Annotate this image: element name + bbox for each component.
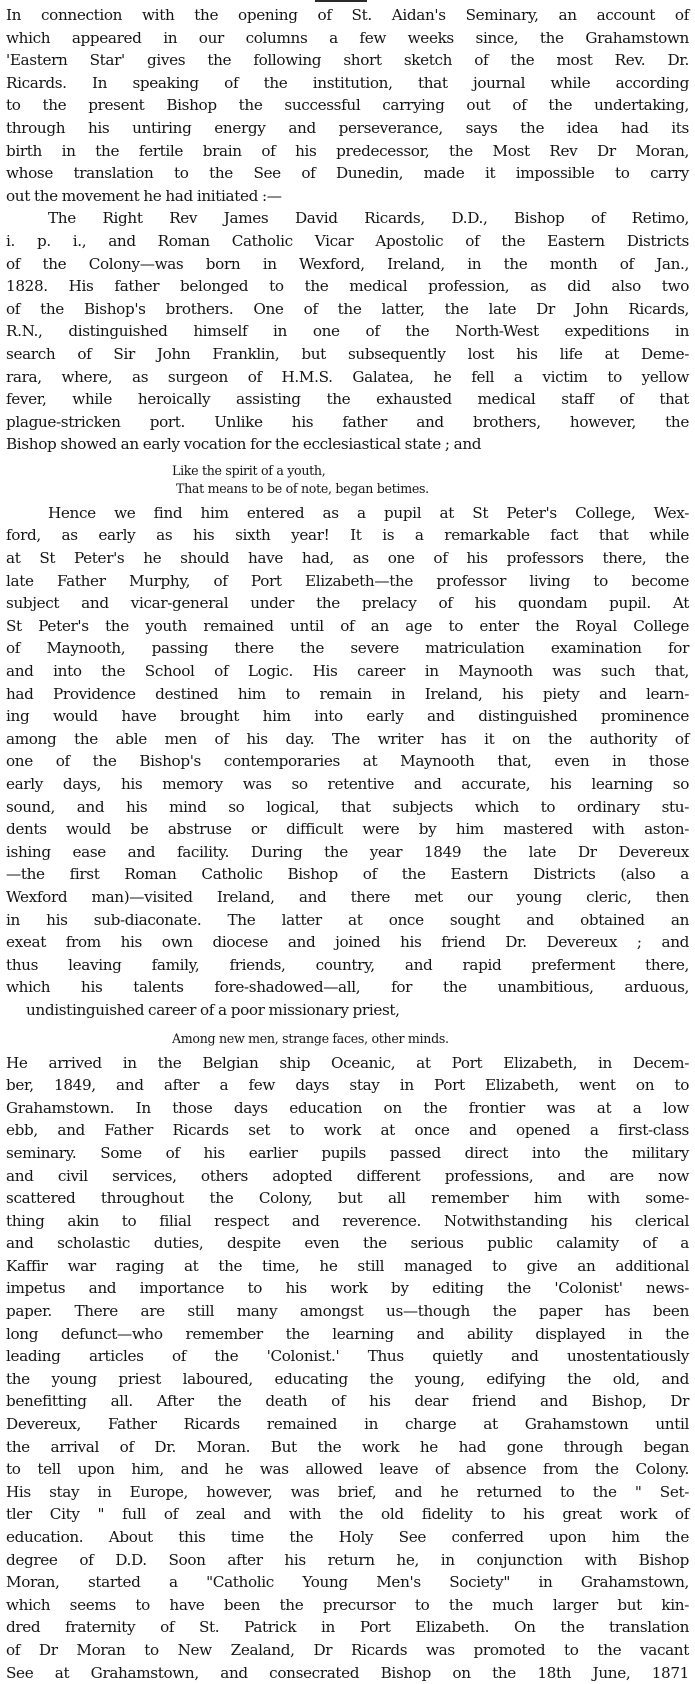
text-line: St Peter's the youth remained until of an age to enter the Royal College [6, 616, 689, 635]
text-line: out the movement he had initiated :— [6, 186, 282, 205]
text-line: which seems to have been the precursor to the much larger but kin- [6, 1595, 689, 1614]
text-line: of Maynooth, passing there the severe matriculation examination for [6, 639, 689, 658]
text-line: undistinguished career of a poor missionary priest, [26, 1000, 400, 1019]
quote-line: Like the spirit of a youth, [172, 462, 326, 478]
text-line: Bishop showed an early vocation for the ecclesiastical state ; and [6, 435, 482, 454]
text-line: His stay in Europe, however, was brief, and he returned to the " Set- [6, 1482, 689, 1501]
text-line: through his untiring energy and perseverance, says the idea had its [6, 118, 689, 137]
text-line: thus leaving family, friends, country, and rapid preferment there, [6, 955, 689, 974]
article-column [6, 4, 689, 1684]
text-line: and scholastic duties, despite even the serious public calamity of a [6, 1234, 689, 1253]
quote-line: That means to be of note, began betimes. [176, 480, 429, 496]
text-line: subject and vicar-general under the prelacy of his quondam pupil. At [6, 594, 689, 613]
text-line: the arrival of Dr. Moran. But the work he had gone through began [6, 1437, 689, 1456]
text-line: Wexford man)—visited Ireland, and there met our young cleric, then [6, 887, 689, 906]
text-line: The Right Rev James David Ricards, D.D., Bishop of Retimo, [48, 209, 689, 228]
text-line: and into the School of Logic. His career in Maynooth was such that, [6, 662, 689, 681]
text-line: among the able men of his day. The writer has it on the authority of [6, 729, 689, 748]
text-line: at St Peter's he should have had, as one of his professors there, the [6, 549, 689, 568]
text-line: Devereux, Father Ricards remained in charge at Grahamstown until [6, 1415, 689, 1434]
text-line: early days, his memory was so retentive and accurate, his learning so [6, 775, 689, 793]
text-line: 'Eastern Star' gives the following short sketch of the most Rev. Dr. [6, 51, 689, 70]
paragraph-biography [6, 207, 689, 456]
text-line: thing akin to filial respect and reverence. Notwithstanding his clerical [6, 1211, 689, 1230]
text-line: which appeared in our columns a few weeks since, the Grahamstown [6, 28, 689, 47]
text-line: of Dr Moran to New Zealand, Dr Ricards was promoted to the vacant [6, 1640, 689, 1659]
text-line: late Father Murphy, of Port Elizabeth—the professor living to become [6, 571, 689, 590]
text-line: Hence we find him entered as a pupil at St Peter's College, Wex- [48, 503, 689, 522]
text-line: to tell upon him, and he was allowed leave of absence from the Colony. [6, 1460, 689, 1479]
text-line: one of the Bishop's contemporaries at Maynooth that, even in those [6, 752, 689, 771]
text-line: search of Sir John Franklin, but subsequently lost his life at Deme- [6, 344, 689, 363]
verse-quote-1 [6, 456, 689, 502]
text-line: See at Grahamstown, and consecrated Bishop on the 18th June, 1871 [6, 1663, 689, 1682]
paragraph-intro [6, 4, 689, 207]
paragraph-arrival [6, 1052, 689, 1684]
text-line: the young priest laboured, educating the young, edifying the old, and [6, 1369, 689, 1388]
text-line: whose translation to the See of Dunedin, made it impossible to carry [6, 164, 689, 183]
text-line: exeat from his own diocese and joined his friend Dr. Devereux ; and [6, 933, 689, 952]
text-line: tler City " full of zeal and with the old fidelity to his great work of [6, 1505, 689, 1524]
text-line: birth in the fertile brain of his predecessor, the Most Rev Dr Moran, [6, 141, 689, 160]
text-line: fever, while heroically assisting the exhausted medical staff of that [6, 390, 689, 409]
text-line: degree of D.D. Soon after his return he, in conjunction with Bishop [6, 1550, 689, 1569]
text-line: dents would be abstruse or difficult were by him mastered with aston- [6, 820, 689, 839]
text-line: scattered throughout the Colony, but all remember him with some- [6, 1189, 689, 1208]
paragraph-education [6, 502, 689, 1022]
text-line: 1828. His father belonged to the medical profession, as did also two [6, 277, 689, 296]
text-line: Ricards. In speaking of the institution, that journal while according [6, 73, 689, 92]
text-line: of the Bishop's brothers. One of the latter, the late Dr John Ricards, [6, 299, 689, 318]
text-line: —the first Roman Catholic Bishop of the Eastern Districts (also a [6, 865, 689, 884]
text-line: and civil services, others adopted different professions, and are now [6, 1166, 689, 1185]
text-line: impetus and importance to his work by editing the 'Colonist' news- [6, 1279, 689, 1298]
text-line: rara, where, as surgeon of H.M.S. Galatea, he fell a victim to yellow [6, 367, 689, 386]
text-line: Moran, started a "Catholic Young Men's Society" in Grahamstown, [6, 1573, 689, 1592]
text-line: ishing ease and facility. During the year 1849 the late Dr Devereux [6, 842, 689, 861]
text-line: Kaffir war raging at the time, he still managed to give an additional [6, 1256, 689, 1275]
text-line: of the Colony—was born in Wexford, Ireland, in the month of Jan., [6, 254, 689, 273]
text-line: dred fraternity of St. Patrick in Port Elizabeth. On the translation [6, 1618, 689, 1637]
text-line: Grahamstown. In those days education on the frontier was at a low [6, 1098, 689, 1117]
text-line: which his talents fore-shadowed—all, for the unambitious, arduous, [6, 978, 689, 997]
text-line: sound, and his mind so logical, that subjects which to ordinary stu- [6, 797, 689, 816]
text-line: in his sub-diaconate. The latter at once sought and obtained an [6, 910, 689, 929]
text-line: ber, 1849, and after a few days stay in Port Elizabeth, went on to [6, 1076, 689, 1095]
verse-quote-2 [6, 1022, 689, 1052]
text-line: benefitting all. After the death of his dear friend and Bishop, Dr [6, 1392, 689, 1411]
top-rule [315, 0, 367, 2]
quote-line: Among new men, strange faces, other minds. [172, 1030, 449, 1046]
text-line: i. p. i., and Roman Catholic Vicar Apostolic of the Eastern Districts [6, 231, 689, 250]
text-line: In connection with the opening of St. Aidan's Seminary, an account of [6, 6, 689, 24]
text-line: long defunct—who remember the learning and ability displayed in the [6, 1324, 689, 1343]
text-line: ebb, and Father Ricards set to work at once and opened a first-class [6, 1121, 689, 1140]
text-line: R.N., distinguished himself in one of the North-West expeditions in [6, 322, 689, 341]
text-line: plague-stricken port. Unlike his father and brothers, however, the [6, 412, 689, 431]
text-line: paper. There are still many amongst us—though the paper has been [6, 1302, 689, 1321]
text-line: He arrived in the Belgian ship Oceanic, at Port Elizabeth, in Decem- [6, 1053, 689, 1072]
text-line: to the present Bishop the successful carrying out of the undertaking, [6, 96, 689, 115]
text-line: ing would have brought him into early and distinguished prominence [6, 707, 689, 726]
text-line: ford, as early as his sixth year! It is a remarkable fact that while [6, 526, 689, 545]
text-line: had Providence destined him to remain in Ireland, his piety and learn- [6, 684, 689, 703]
text-line: leading articles of the 'Colonist.' Thus quietly and unostentatiously [6, 1347, 689, 1366]
text-line: seminary. Some of his earlier pupils passed direct into the military [6, 1143, 689, 1162]
text-line: education. About this time the Holy See conferred upon him the [6, 1528, 689, 1546]
